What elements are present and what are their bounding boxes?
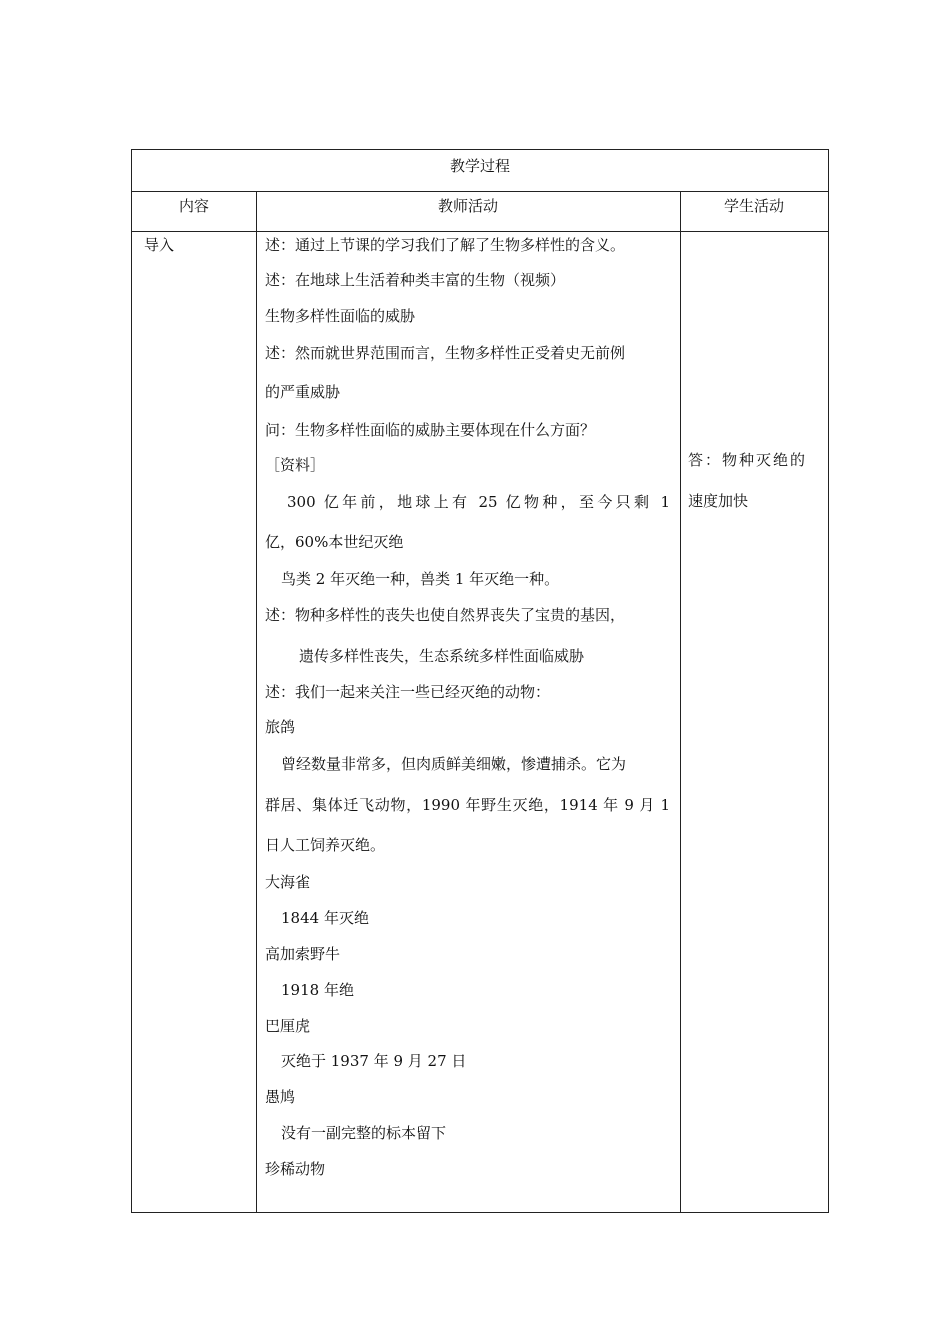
teacher-line: 述：我们一起来关注一些已经灭绝的动物： [265,683,551,701]
teacher-line: 1844 年灭绝 [281,909,369,927]
column-divider [256,191,257,1212]
teacher-line: 的严重威胁 [265,383,341,401]
teacher-line: 遗传多样性丧失，生态系统多样性面临威胁 [299,647,585,665]
teacher-line: 愚鸠 [265,1088,296,1106]
teacher-line: 高加索野牛 [265,945,341,963]
row-divider [132,191,828,192]
lesson-table [131,149,829,1213]
column-divider [680,191,681,1212]
teacher-line: 300 亿年前，地球上有 25 亿物种，至今只剩 1 [287,493,670,511]
row-divider [132,231,828,232]
teacher-line: ［资料］ [265,456,326,474]
teacher-line: 旅鸽 [265,718,296,736]
student-answer-line: 速度加快 [688,492,749,510]
teacher-line: 述：然而就世界范围而言，生物多样性正受着史无前例 [265,344,626,362]
header-content: 内容 [178,197,209,215]
teacher-line: 灭绝于 1937 年 9 月 27 日 [281,1052,467,1070]
teacher-line: 述：通过上节课的学习我们了解了生物多样性的含义。 [265,236,626,254]
teacher-line: 珍稀动物 [265,1160,326,1178]
teacher-line: 亿，60%本世纪灭绝 [265,533,404,551]
teacher-line: 巴厘虎 [265,1017,311,1035]
teacher-line: 述：物种多样性的丧失也使自然界丧失了宝贵的基因， [265,606,626,624]
table-title: 教学过程 [449,157,510,175]
teacher-line: 没有一副完整的标本留下 [281,1124,447,1142]
teacher-line: 日人工饲养灭绝。 [265,836,386,854]
header-student-activity: 学生活动 [723,197,784,215]
teacher-line: 述：在地球上生活着种类丰富的生物（视频） [265,271,566,289]
teacher-line: 曾经数量非常多，但肉质鲜美细嫩，惨遭捕杀。它为 [281,755,627,773]
teacher-line: 1918 年绝 [281,981,354,999]
teacher-line: 问：生物多样性面临的威胁主要体现在什么方面？ [265,421,596,439]
content-label: 导入 [144,236,175,254]
student-answer-line: 答：物种灭绝的 [688,451,808,469]
header-teacher-activity: 教师活动 [437,197,498,215]
teacher-line: 大海雀 [265,873,311,891]
teacher-line: 生物多样性面临的威胁 [265,307,416,325]
teacher-line: 鸟类 2 年灭绝一种，兽类 1 年灭绝一种。 [281,570,560,588]
teacher-line: 群居、集体迁飞动物，1990 年野生灭绝，1914 年 9 月 1 [265,796,670,814]
